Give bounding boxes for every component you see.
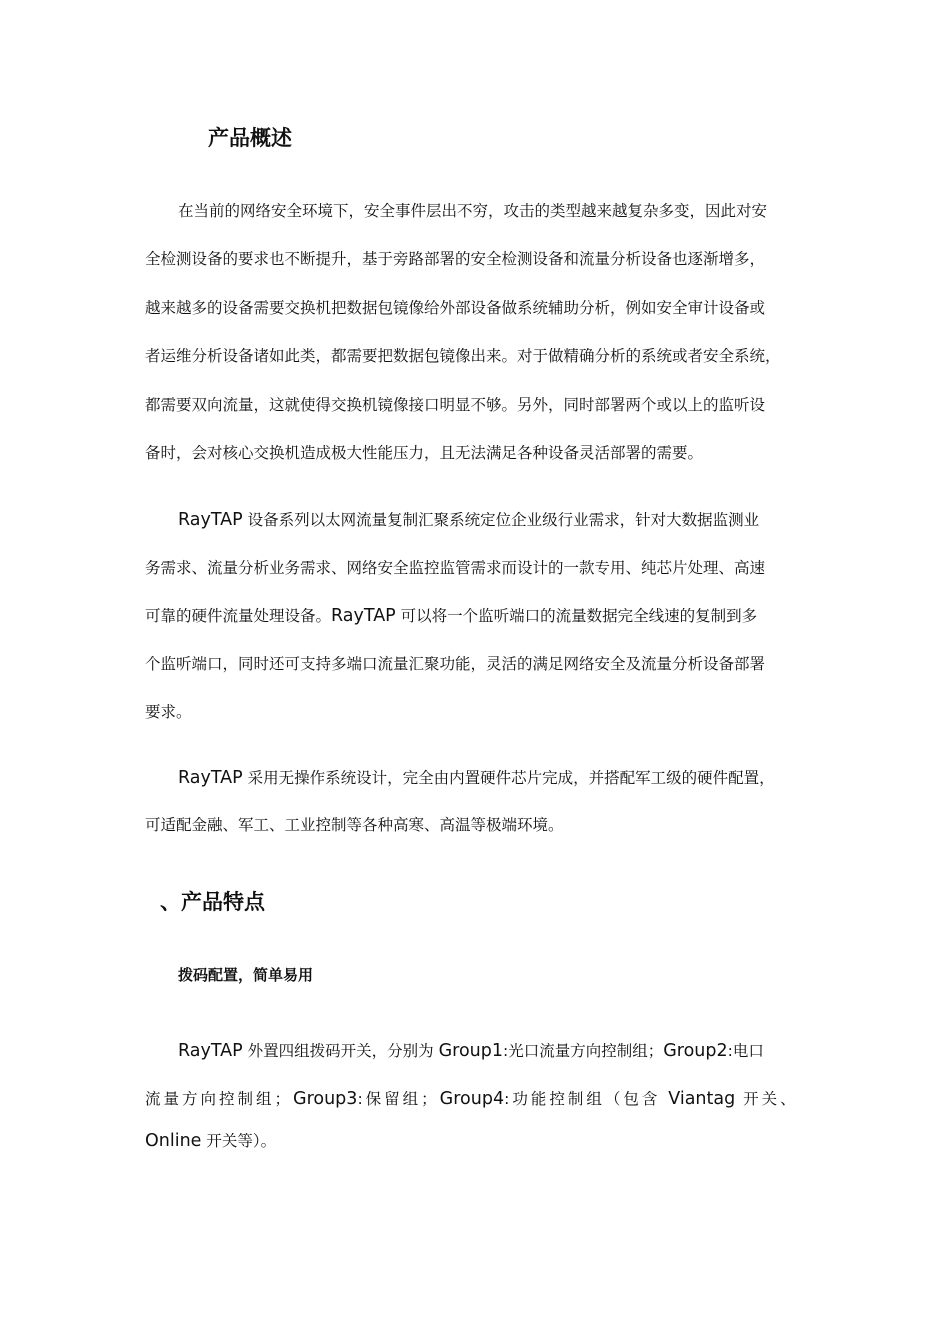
text-run: :电口 <box>727 1042 764 1060</box>
paragraph-line: 要求。 <box>145 703 192 721</box>
group-label: Group4 <box>439 1089 505 1109</box>
paragraph-line: 全检测设备的要求也不断提升，基于旁路部署的安全检测设备和流量分析设备也逐渐增多， <box>145 250 766 268</box>
paragraph-line <box>178 1041 764 1061</box>
text-run: 流量方向控制组； <box>145 1090 294 1108</box>
paragraph-line: 可适配金融、军工、工业控制等各种高寒、高温等极端环境。 <box>145 816 564 834</box>
paragraph-line: 务需求、流量分析业务需求、网络安全监控监管需求而设计的一款专用、纯芯片处理、高速 <box>145 559 766 577</box>
paragraph-line <box>145 1131 276 1151</box>
group-label: Group2 <box>663 1041 728 1061</box>
paragraph-line <box>178 510 759 530</box>
paragraph-line: 个监听端口，同时还可支持多端口流量汇聚功能，灵活的满足网络安全及流量分析设备部署 <box>145 655 766 673</box>
paragraph-line: 在当前的网络安全环境下，安全事件层出不穷，攻击的类型越来越复杂多变，因此对安 <box>178 202 768 220</box>
feature-name: Online <box>145 1131 202 1151</box>
text-run: 外置四组拨码开关，分别为 <box>242 1042 439 1060</box>
brand-name: RayTAP <box>178 768 243 788</box>
group-label: Group3 <box>293 1089 358 1109</box>
text-run: :保留组； <box>357 1090 440 1108</box>
paragraph-line: 越来越多的设备需要交换机把数据包镜像给外部设备做系统辅助分析，例如安全审计设备或 <box>145 299 766 317</box>
text-run: 可以将一个监听端口的流量数据完全线速的复制到多 <box>395 607 758 625</box>
brand-name: RayTAP <box>178 510 243 530</box>
paragraph-line: 都需要双向流量，这就使得交换机镜像接口明显不够。另外，同时部署两个或以上的监听设 <box>145 396 766 414</box>
text-run: :功能控制组（包含 <box>504 1090 669 1108</box>
paragraph-line: 者运维分析设备诸如此类，都需要把数据包镜像出来。对于做精确分析的系统或者安全系统， <box>145 347 781 365</box>
paragraph-line <box>178 768 775 788</box>
text-run: 开关等）。 <box>201 1132 277 1150</box>
text-run: 设备系列以太网流量复制汇聚系统定位企业级行业需求，针对大数据监测业 <box>242 511 760 529</box>
text-run: 开关、 <box>735 1090 799 1108</box>
paragraph-line <box>145 606 757 626</box>
feature-name: Viantag <box>668 1089 736 1109</box>
section-title-features: 、产品特点 <box>160 890 265 914</box>
paragraph-line <box>145 1089 799 1109</box>
feature-subtitle: 拨码配置，简单易用 <box>178 966 314 984</box>
paragraph-line: 备时，会对核心交换机造成极大性能压力，且无法满足各种设备灵活部署的需要。 <box>145 444 704 462</box>
brand-name: RayTAP <box>331 606 396 626</box>
section-title-overview: 产品概述 <box>208 126 292 150</box>
brand-name: RayTAP <box>178 1041 243 1061</box>
text-run: 可靠的硬件流量处理设备。 <box>145 607 332 625</box>
group-label: Group1 <box>438 1041 503 1061</box>
text-run: :光口流量方向控制组； <box>503 1042 664 1060</box>
text-run: 采用无操作系统设计，完全由内置硬件芯片完成，并搭配军工级的硬件配置， <box>242 769 775 787</box>
